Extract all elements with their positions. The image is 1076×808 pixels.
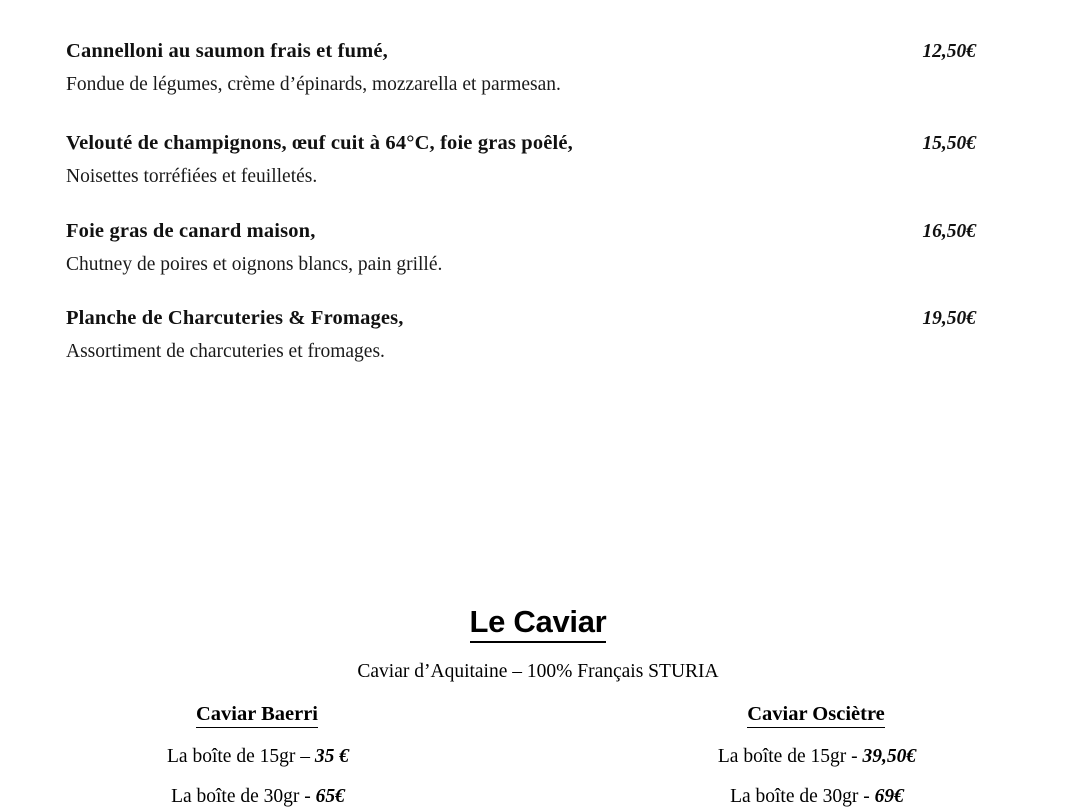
- caviar-price-value: 69€: [874, 785, 904, 807]
- caviar-price-line: [0, 746, 538, 768]
- caviar-section: [0, 605, 1076, 808]
- caviar-subtitle: Caviar d’Aquitaine – 100% Français STURIA: [357, 660, 719, 682]
- caviar-price-label: La boîte de 30gr -: [730, 785, 875, 807]
- menu-item-price: 19,50€: [922, 308, 976, 330]
- caviar-price-value: 65€: [315, 785, 345, 807]
- caviar-column-title: Caviar Osciètre: [747, 703, 885, 728]
- caviar-price-value: 35 €: [314, 745, 349, 767]
- menu-item-description: Noisettes torréfiées et feuilletés.: [66, 166, 318, 188]
- menu-item-price: 15,50€: [922, 133, 976, 155]
- menu-item-row: [66, 307, 1010, 330]
- menu-item-price: 12,50€: [922, 41, 976, 62]
- menu-item-description: Fondue de légumes, crème d’épinards, mozzarella et parmesan.: [66, 74, 561, 95]
- menu-item-row: [66, 132, 1010, 155]
- menu-item-description: Chutney de poires et oignons blancs, pain grillé.: [66, 253, 443, 275]
- caviar-column-osciet: [538, 703, 1076, 808]
- menu-item-name: Cannelloni au saumon frais et fumé,: [66, 40, 388, 62]
- caviar-section-title: Le Caviar: [470, 605, 607, 643]
- menu-items-list: [66, 0, 1010, 364]
- menu-item-name: Foie gras de canard maison,: [66, 219, 316, 242]
- menu-item: [66, 307, 1010, 363]
- caviar-columns: [0, 703, 1076, 808]
- caviar-price-line: [558, 746, 1076, 768]
- menu-item-row: [66, 220, 1010, 243]
- caviar-column-title: Caviar Baerri: [196, 703, 318, 728]
- menu-item: [66, 40, 1010, 96]
- menu-item-description: Assortiment de charcuteries et fromages.: [66, 341, 385, 363]
- menu-item-name: Planche de Charcuteries & Fromages,: [66, 307, 404, 330]
- menu-item: [66, 132, 1010, 188]
- menu-item-name: Velouté de champignons, œuf cuit à 64°C, foie gras poêlé,: [66, 132, 573, 155]
- menu-item: [66, 220, 1010, 276]
- caviar-price-line: [0, 786, 538, 808]
- menu-item-price: 16,50€: [922, 220, 976, 242]
- menu-item-row: [66, 40, 1010, 63]
- caviar-price-line: [558, 786, 1076, 808]
- caviar-price-label: La boîte de 15gr -: [717, 745, 863, 767]
- caviar-price-value: 39,50€: [862, 745, 917, 767]
- caviar-price-label: La boîte de 30gr -: [171, 785, 316, 807]
- caviar-column-baerri: [0, 703, 538, 808]
- caviar-price-label: La boîte de 15gr –: [167, 745, 315, 767]
